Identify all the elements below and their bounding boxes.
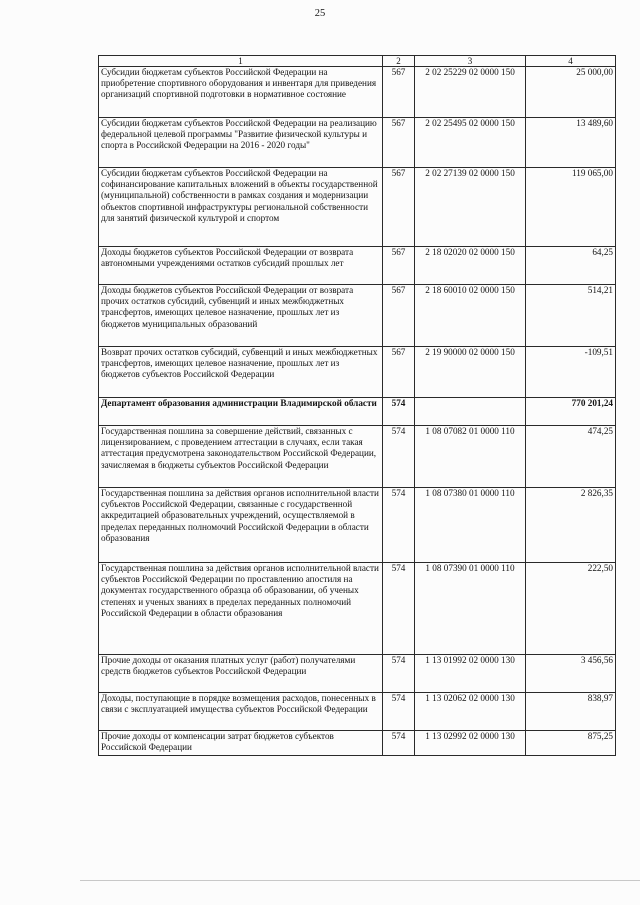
page-number: 25 <box>314 8 326 19</box>
row-description: Государственная пошлина за действия органов исполнительной власти субъектов Российской Федерации, связанные с государственной аккредитацией образовательных учреждений, осуществляемой в пределах переданных полномочий Российской Федерации в области образования <box>99 488 383 563</box>
row-code: 1 08 07380 01 0000 110 <box>415 488 526 563</box>
row-grbs: 567 <box>383 347 415 398</box>
row-grbs: 574 <box>383 731 415 756</box>
page-bottom-rule <box>80 880 640 881</box>
row-grbs: 567 <box>383 285 415 347</box>
column-header-amount: 4 <box>526 56 616 67</box>
row-code: 2 02 27139 02 0000 150 <box>415 168 526 247</box>
table-row <box>99 693 616 731</box>
column-header-code: 3 <box>415 56 526 67</box>
table-row <box>99 247 616 285</box>
table-row <box>99 655 616 693</box>
row-grbs: 574 <box>383 398 415 426</box>
row-code: 2 02 25495 02 0000 150 <box>415 118 526 168</box>
row-code: 1 13 02992 02 0000 130 <box>415 731 526 756</box>
row-code: 2 19 90000 02 0000 150 <box>415 347 526 398</box>
row-amount: 514,21 <box>526 285 616 347</box>
table-row <box>99 347 616 398</box>
row-description: Доходы, поступающие в порядке возмещения расходов, понесенных в связи с эксплуатацией имущества субъектов Российской Федерации <box>99 693 383 731</box>
row-grbs: 574 <box>383 563 415 655</box>
column-header-grbs: 2 <box>383 56 415 67</box>
row-grbs: 574 <box>383 693 415 731</box>
row-description: Прочие доходы от компенсации затрат бюджетов субъектов Российской Федерации <box>99 731 383 756</box>
row-code <box>415 398 526 426</box>
table-row <box>99 426 616 488</box>
row-amount: 875,25 <box>526 731 616 756</box>
row-amount: 222,50 <box>526 563 616 655</box>
row-grbs: 567 <box>383 118 415 168</box>
row-code: 2 18 02020 02 0000 150 <box>415 247 526 285</box>
row-grbs: 567 <box>383 168 415 247</box>
row-description: Субсидии бюджетам субъектов Российской Федерации на приобретение спортивного оборудования и инвентаря для приведения организаций спортивной подготовки в нормативное состояние <box>99 67 383 118</box>
department-total: 770 201,24 <box>526 398 616 426</box>
table-row <box>99 563 616 655</box>
column-header-description: 1 <box>99 56 383 67</box>
row-grbs: 574 <box>383 488 415 563</box>
row-description: Возврат прочих остатков субсидий, субвенций и иных межбюджетных трансфертов, имеющих целевое назначение, прошлых лет из бюджетов субъектов Российской Федерации <box>99 347 383 398</box>
row-amount: 838,97 <box>526 693 616 731</box>
row-amount: 3 456,56 <box>526 655 616 693</box>
row-description: Государственная пошлина за совершение действий, связанных с лицензированием, с проведением аттестации в случаях, если такая аттестация предусмотрена законодательством Российской Федерации, зачисляемая в бюджеты субъектов Российской Федерации <box>99 426 383 488</box>
row-code: 1 13 02062 02 0000 130 <box>415 693 526 731</box>
table-header-row <box>99 56 616 67</box>
table-row <box>99 731 616 756</box>
row-description: Прочие доходы от оказания платных услуг (работ) получателями средств бюджетов субъектов Российской Федерации <box>99 655 383 693</box>
row-amount: 2 826,35 <box>526 488 616 563</box>
row-code: 1 08 07390 01 0000 110 <box>415 563 526 655</box>
table-row <box>99 67 616 118</box>
row-amount: 119 065,00 <box>526 168 616 247</box>
row-grbs: 567 <box>383 247 415 285</box>
table-row <box>99 285 616 347</box>
row-description: Субсидии бюджетам субъектов Российской Федерации на реализацию федеральной целевой программы "Развитие физической культуры и спорта в Российской Федерации на 2016 - 2020 годы" <box>99 118 383 168</box>
row-amount: 13 489,60 <box>526 118 616 168</box>
row-description: Доходы бюджетов субъектов Российской Федерации от возврата автономными учреждениями остатков субсидий прошлых лет <box>99 247 383 285</box>
row-grbs: 574 <box>383 426 415 488</box>
row-description: Субсидии бюджетам субъектов Российской Федерации на софинансирование капитальных вложений в объекты государственной (муниципальной) собственности в рамках создания и модернизации объектов спортивной инфраструктуры региональной собственности для занятий физической культурой и спортом <box>99 168 383 247</box>
row-code: 1 13 01992 02 0000 130 <box>415 655 526 693</box>
table-row <box>99 168 616 247</box>
row-grbs: 574 <box>383 655 415 693</box>
table-row <box>99 118 616 168</box>
row-description: Государственная пошлина за действия органов исполнительной власти субъектов Российской Федерации по проставлению апостиля на документах государственного образца об образовании, об ученых степенях и ученых званиях в пределах переданных полномочий Российской Федерации в области образования <box>99 563 383 655</box>
row-amount: -109,51 <box>526 347 616 398</box>
row-amount: 474,25 <box>526 426 616 488</box>
row-amount: 64,25 <box>526 247 616 285</box>
table-row-department <box>99 398 616 426</box>
table-row <box>99 488 616 563</box>
department-title: Департамент образования администрации Владимирской области <box>99 398 383 426</box>
row-code: 2 18 60010 02 0000 150 <box>415 285 526 347</box>
revenue-table <box>98 55 616 756</box>
row-grbs: 567 <box>383 67 415 118</box>
row-amount: 25 000,00 <box>526 67 616 118</box>
row-code: 2 02 25229 02 0000 150 <box>415 67 526 118</box>
row-description: Доходы бюджетов субъектов Российской Федерации от возврата прочих остатков субсидий, субвенций и иных межбюджетных трансфертов, имеющих целевое назначение, прошлых лет из бюджетов муниципальных образований <box>99 285 383 347</box>
row-code: 1 08 07082 01 0000 110 <box>415 426 526 488</box>
